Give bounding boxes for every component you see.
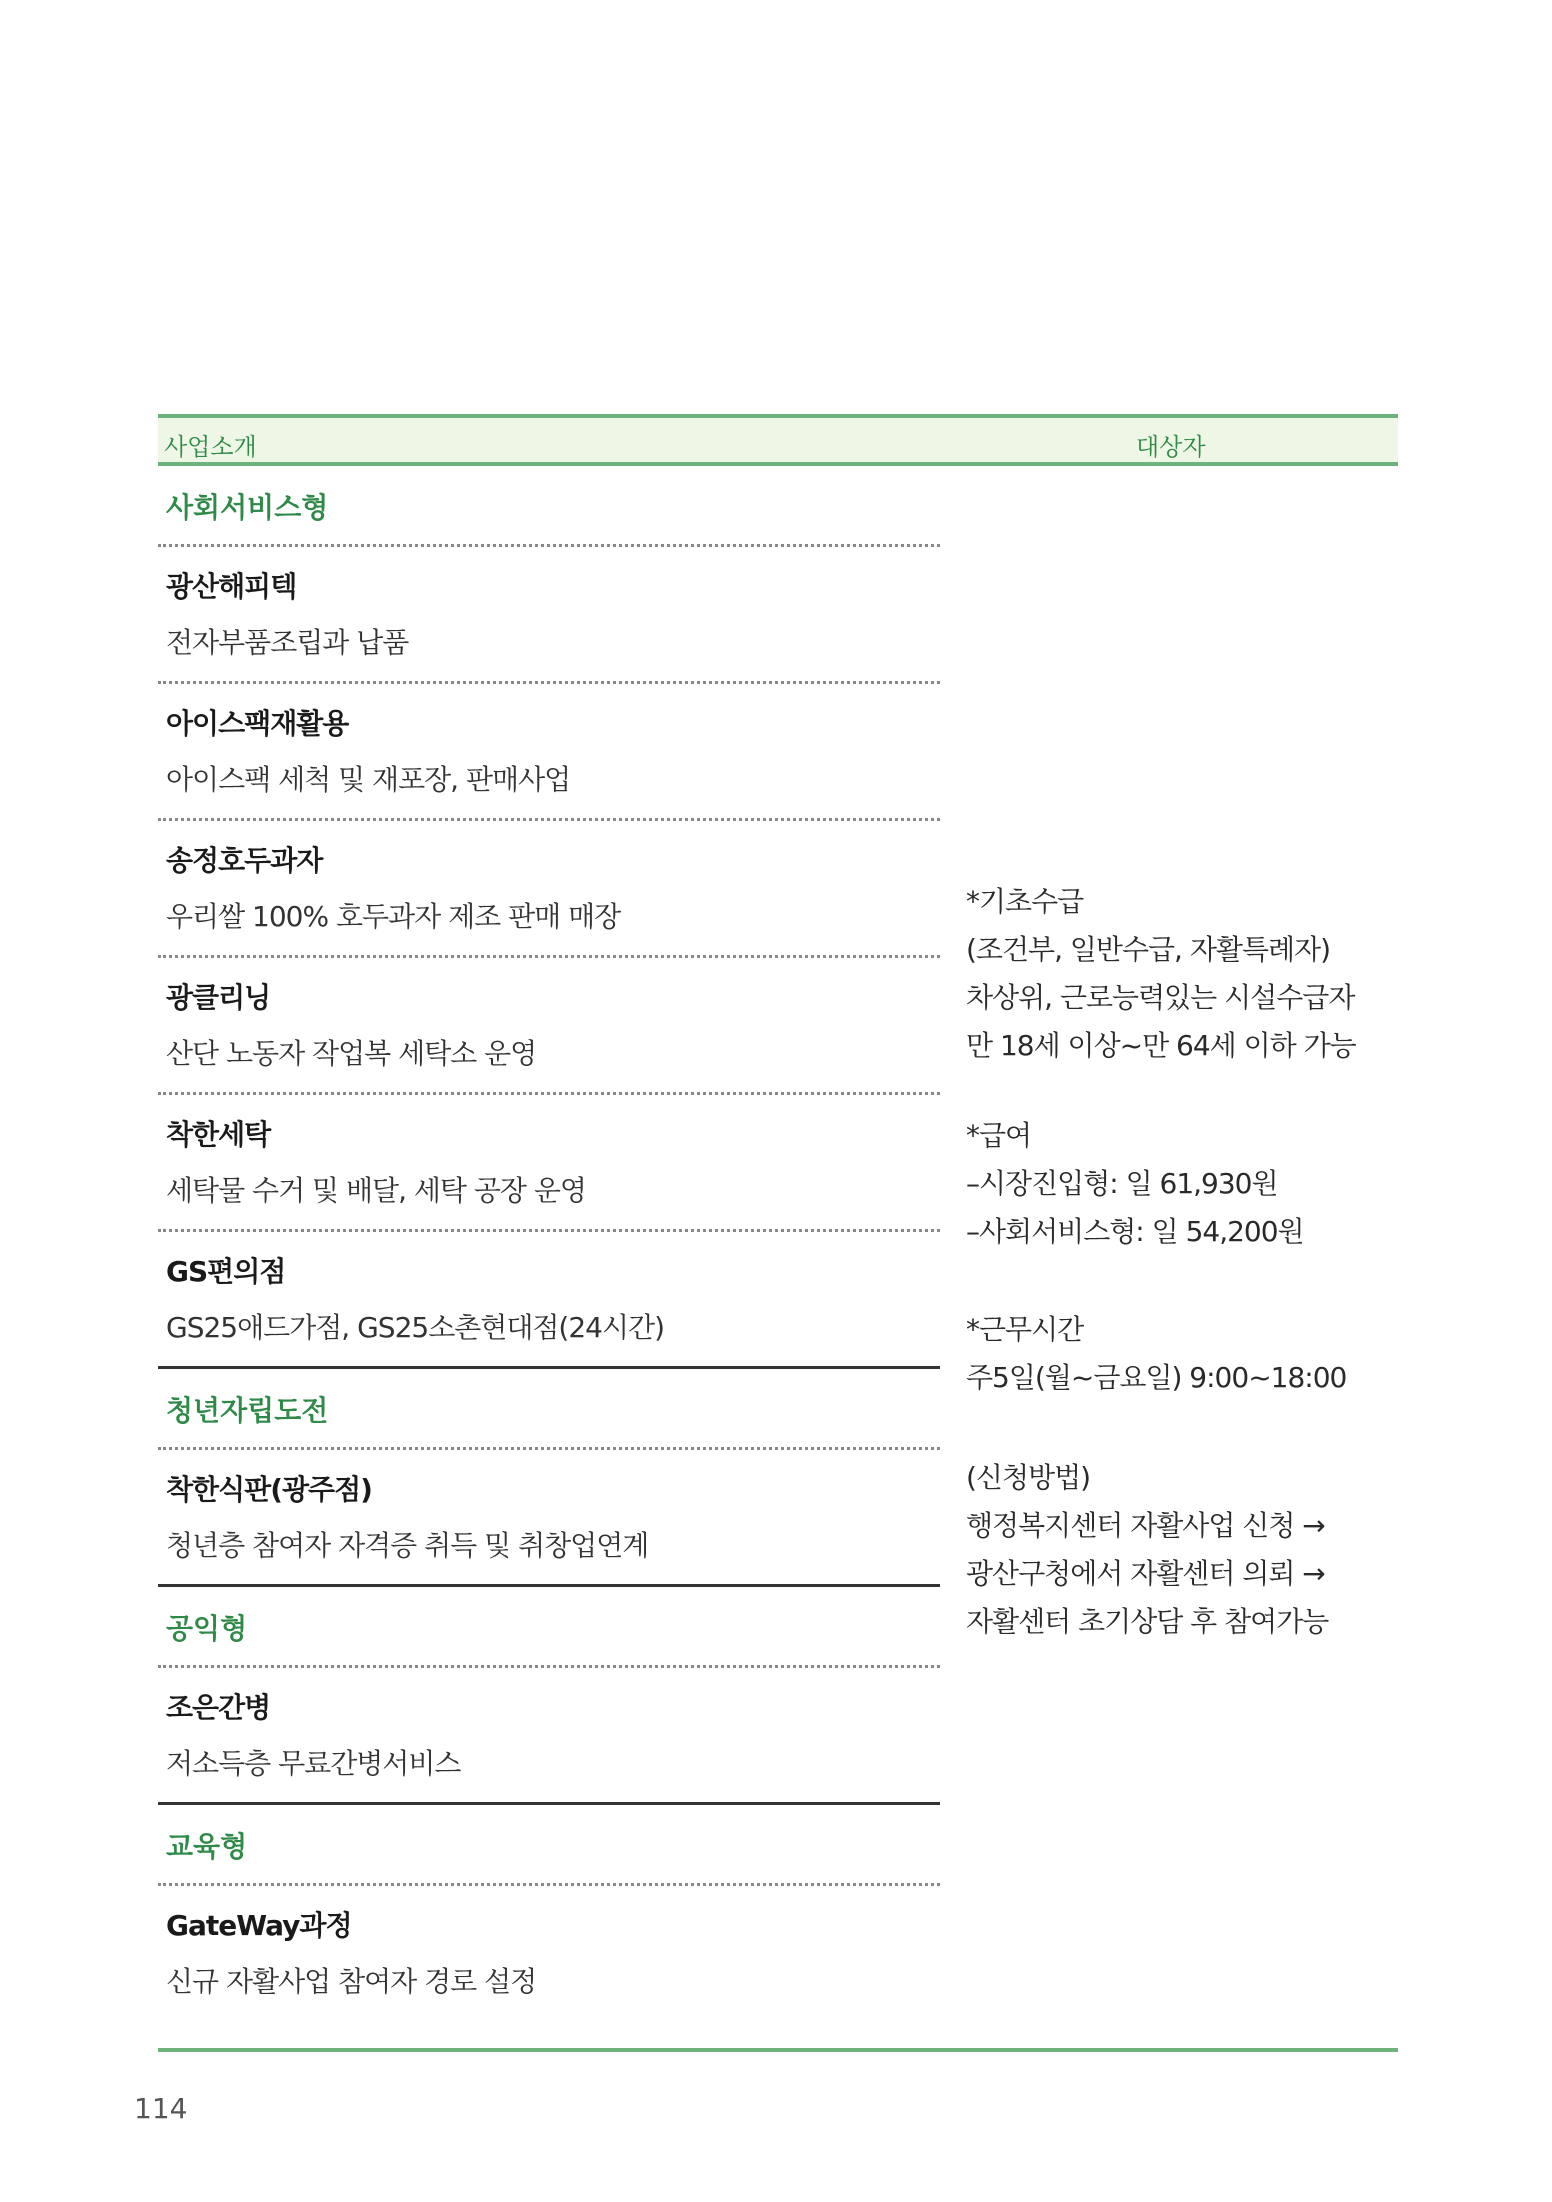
section-social-service	[158, 466, 940, 1369]
program-table	[158, 414, 1398, 1998]
page-number: 114	[134, 2092, 188, 2125]
section-title: 공익형	[158, 1587, 940, 1668]
section-youth	[158, 1369, 940, 1587]
item-desc: 세탁물 수거 및 배달, 세탁 공장 운영	[166, 1174, 586, 1207]
hours-line: *근무시간	[966, 1313, 1084, 1346]
eligibility-line: 만 18세 이상~만 64세 이하 가능	[966, 1029, 1356, 1062]
table-header	[158, 414, 1398, 466]
item-desc: 전자부품조립과 납품	[166, 626, 409, 659]
apply-block	[966, 1454, 1328, 1646]
list-item	[158, 1886, 940, 2020]
hours-block	[966, 1306, 1346, 1402]
header-program-intro: 사업소개	[164, 433, 257, 461]
list-item	[158, 958, 940, 1095]
program-list	[158, 466, 940, 2020]
apply-line: 자활센터 초기상담 후 참여가능	[966, 1605, 1329, 1638]
list-item	[158, 1668, 940, 1802]
list-item	[158, 821, 940, 958]
item-desc: 저소득층 무료간병서비스	[166, 1747, 461, 1780]
item-name: 아이스팩재활용	[166, 707, 349, 740]
item-name: 착한식판(광주점)	[166, 1473, 372, 1506]
table-bottom-rule	[158, 2048, 1398, 2052]
list-item	[158, 684, 940, 821]
wage-line: *급여	[966, 1119, 1032, 1152]
section-public	[158, 1587, 940, 1805]
item-name: 광산해피텍	[166, 570, 297, 603]
item-name: 광클리닝	[166, 981, 271, 1014]
eligibility-line: (조건부, 일반수급, 자활특례자)	[966, 933, 1331, 966]
wage-line: –사회서비스형: 일 54,200원	[966, 1215, 1304, 1248]
item-name: 착한세탁	[166, 1118, 271, 1151]
eligibility-line: 차상위, 근로능력있는 시설수급자	[966, 981, 1355, 1014]
item-desc: 아이스팩 세척 및 재포장, 판매사업	[166, 763, 571, 796]
item-desc: 산단 노동자 작업복 세탁소 운영	[166, 1037, 537, 1070]
section-title: 청년자립도전	[158, 1369, 940, 1450]
apply-line: (신청방법)	[966, 1461, 1091, 1494]
apply-line: 광산구청에서 자활센터 의뢰 →	[966, 1557, 1325, 1590]
item-desc: 신규 자활사업 참여자 경로 설정	[166, 1965, 537, 1998]
wage-line: –시장진입형: 일 61,930원	[966, 1167, 1278, 1200]
eligibility-line: *기초수급	[966, 885, 1084, 918]
section-title: 교육형	[158, 1805, 940, 1886]
wage-block	[966, 1112, 1304, 1256]
header-target: 대상자	[1136, 433, 1206, 461]
section-title: 사회서비스형	[158, 466, 940, 547]
item-desc: GS25애드가점, GS25소촌현대점(24시간)	[166, 1311, 665, 1344]
item-desc: 청년층 참여자 자격증 취득 및 취창업연계	[166, 1529, 649, 1562]
list-item	[158, 1232, 940, 1366]
eligibility-block	[966, 878, 1356, 1070]
section-education	[158, 1805, 940, 2020]
item-name: 송정호두과자	[166, 844, 323, 877]
list-item	[158, 547, 940, 684]
list-item	[158, 1450, 940, 1584]
list-item	[158, 1095, 940, 1232]
item-name: GateWay과정	[166, 1909, 352, 1942]
item-name: 조은간병	[166, 1691, 271, 1724]
item-desc: 우리쌀 100% 호두과자 제조 판매 매장	[166, 900, 621, 933]
item-name: GS편의점	[166, 1255, 286, 1288]
apply-line: 행정복지센터 자활사업 신청 →	[966, 1509, 1325, 1542]
hours-line: 주5일(월~금요일) 9:00~18:00	[966, 1361, 1347, 1394]
